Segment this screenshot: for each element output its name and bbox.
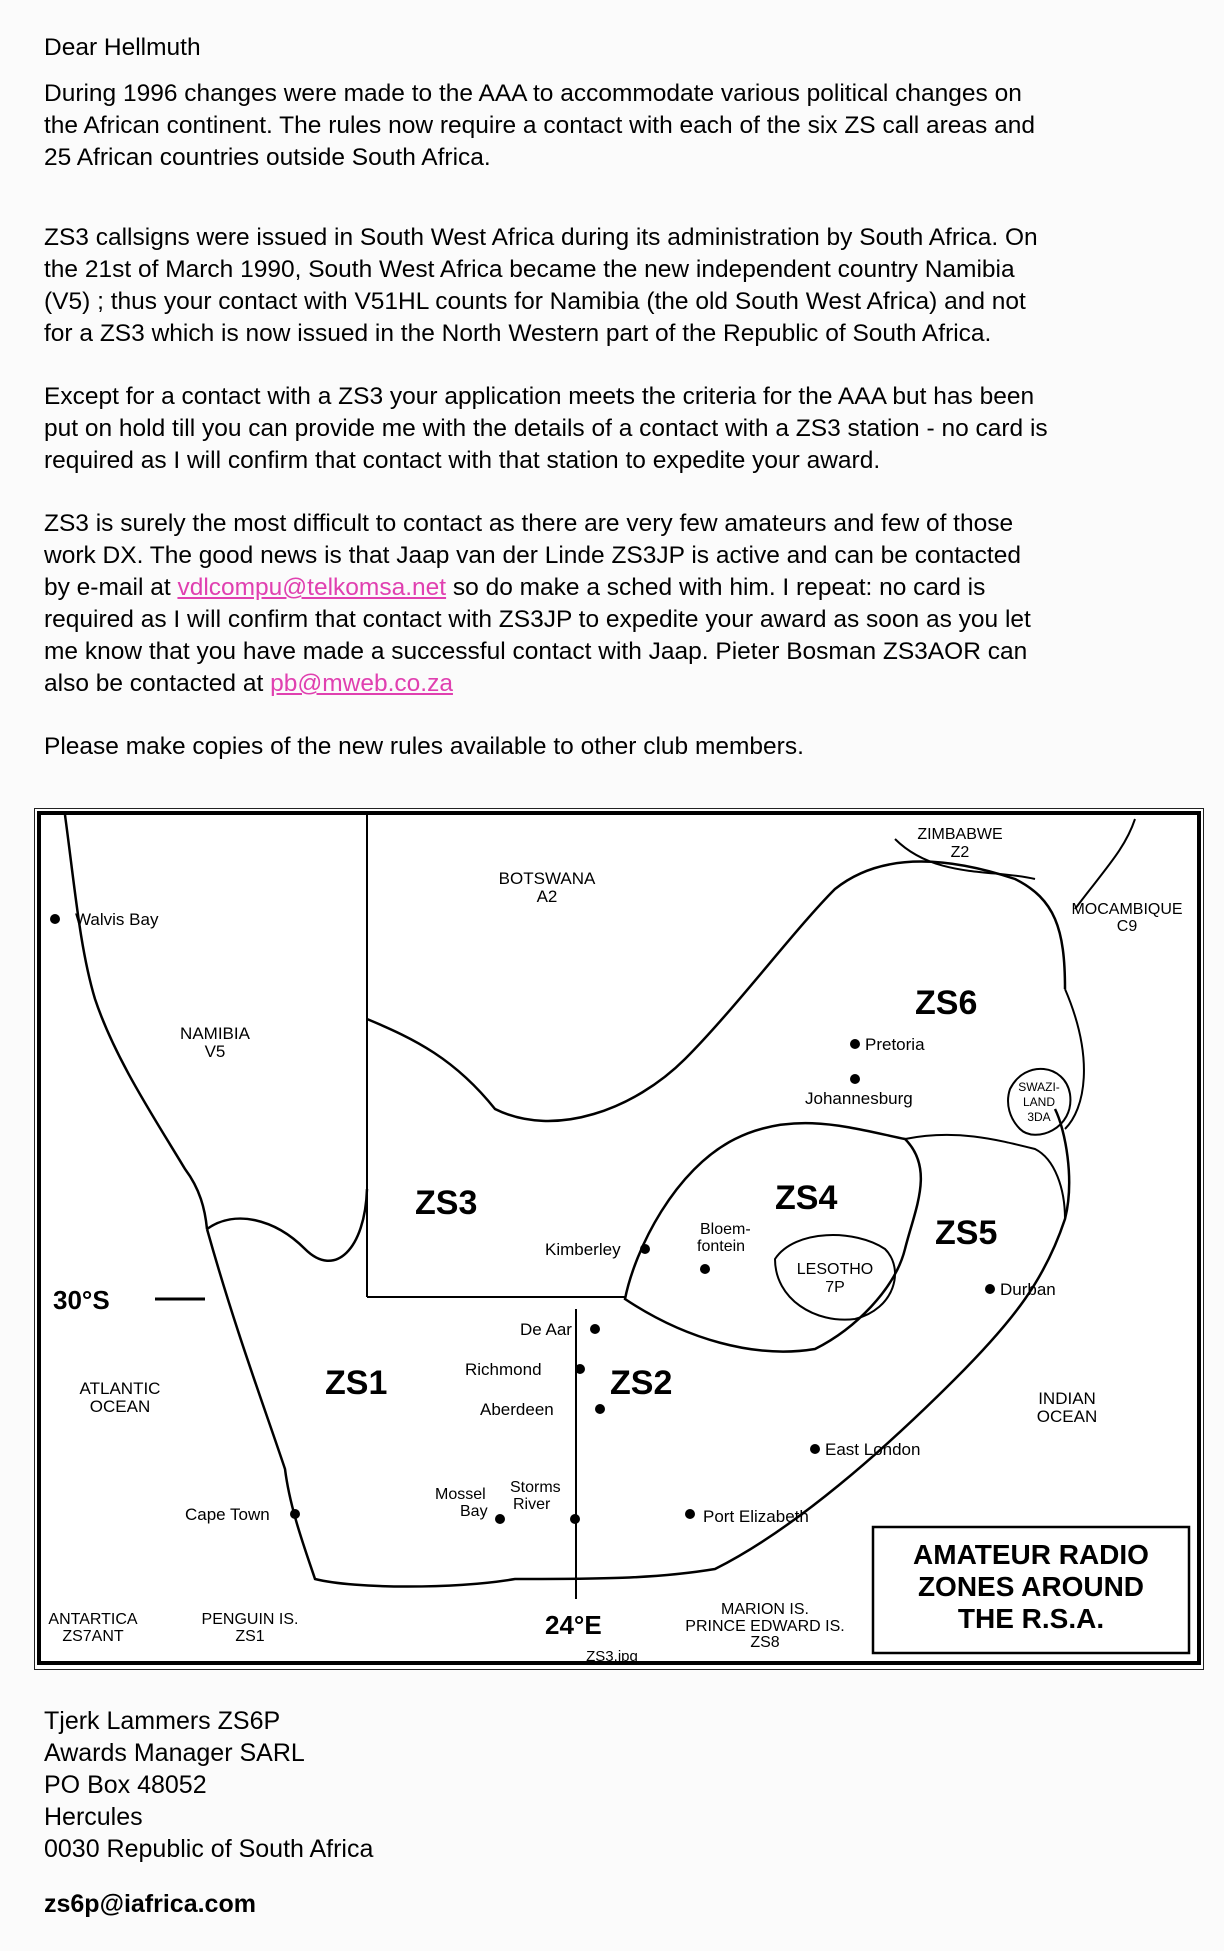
- label-antartica-code: ZS7ANT: [62, 1628, 124, 1645]
- salutation: Dear Hellmuth: [44, 34, 201, 61]
- paragraph-contacts-text-a: ZS3 is surely the most difficult to contact as there are very few amateurs and few of those work DX. The good news is that Jaap van der Linde ZS3JP is active and can be contacted by e-mail at: [44, 510, 1021, 601]
- map-figure: [34, 808, 1204, 1670]
- country-botswana-code: A2: [536, 887, 558, 906]
- signature-country: 0030 Republic of South Africa: [44, 1835, 374, 1863]
- city-de-aar: De Aar: [520, 1320, 572, 1339]
- signature-city: Hercules: [44, 1803, 143, 1831]
- city-cape-town: Cape Town: [185, 1505, 270, 1524]
- ocean-atlantic-2: OCEAN: [89, 1397, 151, 1416]
- zone-label-zs6: ZS6: [915, 984, 978, 1022]
- map-caption: ZS3.jpg: [586, 1648, 638, 1665]
- map-title-line-3: THE R.S.A.: [957, 1603, 1105, 1634]
- paragraph-copies: Please make copies of the new rules available to other club members.: [44, 733, 804, 760]
- city-pretoria: Pretoria: [865, 1035, 925, 1054]
- country-mocambique-code: C9: [1116, 918, 1138, 935]
- signature-pobox: PO Box 48052: [44, 1771, 207, 1799]
- zone-label-zs4: ZS4: [775, 1179, 838, 1217]
- country-lesotho: LESOTHO: [796, 1261, 874, 1278]
- map-title-line-1: AMATEUR RADIO: [913, 1539, 1149, 1570]
- latitude-label: 30°S: [53, 1285, 110, 1315]
- ocean-indian: INDIAN: [1038, 1389, 1096, 1408]
- signature-name: Tjerk Lammers ZS6P: [44, 1707, 281, 1735]
- city-durban: Durban: [1000, 1280, 1056, 1299]
- country-namibia: NAMIBIA: [180, 1024, 250, 1043]
- label-prince-edward: PRINCE EDWARD IS.: [685, 1618, 845, 1635]
- email-link-vdlcompu[interactable]: vdlcompu@telkomsa.net: [177, 574, 447, 601]
- signature-title: Awards Manager SARL: [44, 1739, 305, 1767]
- country-swaziland-code: 3DA: [1027, 1110, 1051, 1124]
- city-storms-river: Storms: [510, 1479, 561, 1496]
- paragraph-zs3-history: ZS3 callsigns were issued in South West Africa during its administration by South Africa. On the 21st of March 1990, South West Africa became the new independent country Namibia (V5) ; thus your contact with V51HL counts for Namibia (the old South West Africa) and not for a ZS3 which is now issued in the North Western part of the Republic of South Africa.: [44, 224, 1038, 347]
- city-kimberley: Kimberley: [545, 1240, 621, 1259]
- country-swaziland-land: LAND: [1022, 1095, 1056, 1109]
- zone-label-zs5: ZS5: [935, 1214, 998, 1252]
- country-mocambique: MOCAMBIQUE: [1071, 901, 1183, 918]
- label-penguin: PENGUIN IS.: [201, 1611, 299, 1628]
- country-botswana: BOTSWANA: [498, 869, 596, 888]
- label-marion-code: ZS8: [750, 1634, 780, 1651]
- zones-map: [35, 809, 1203, 1669]
- city-east-london: East London: [825, 1440, 921, 1459]
- ocean-atlantic: ATLANTIC: [79, 1379, 161, 1398]
- longitude-label: 24°E: [545, 1610, 602, 1640]
- city-richmond: Richmond: [465, 1360, 542, 1379]
- zone-label-zs1: ZS1: [325, 1364, 388, 1402]
- label-marion: MARION IS.: [720, 1601, 810, 1618]
- email-link-pb[interactable]: pb@mweb.co.za: [270, 670, 453, 697]
- label-penguin-code: ZS1: [235, 1628, 265, 1645]
- city-bloemfontein-2: fontein: [697, 1238, 746, 1255]
- country-lesotho-code: 7P: [825, 1279, 845, 1296]
- map-title-line-2: ZONES AROUND: [917, 1571, 1145, 1602]
- zone-label-zs2: ZS2: [610, 1364, 673, 1402]
- city-bloemfontein: Bloem-: [700, 1221, 751, 1238]
- ocean-indian-2: OCEAN: [1036, 1407, 1098, 1426]
- city-johannesburg: Johannesburg: [805, 1089, 913, 1108]
- label-antartica: ANTARTICA: [48, 1611, 138, 1628]
- city-port-elizabeth: Port Elizabeth: [703, 1507, 809, 1526]
- country-zimbabwe-code: Z2: [950, 844, 970, 861]
- country-zimbabwe: ZIMBABWE: [917, 826, 1003, 843]
- city-aberdeen: Aberdeen: [480, 1400, 554, 1419]
- city-mossel-bay-2: Bay: [460, 1503, 488, 1520]
- country-swaziland: SWAZI-: [1018, 1080, 1060, 1094]
- paragraph-contacts: [44, 508, 1194, 700]
- paragraph-rules-change: During 1996 changes were made to the AAA to accommodate various political changes on the African continent. The rules now require a contact with each of the six ZS call areas and 25 African countries outside South Africa.: [44, 80, 1035, 171]
- signature-email[interactable]: zs6p@iafrica.com: [44, 1890, 256, 1918]
- city-storms-river-2: River: [513, 1496, 551, 1513]
- country-namibia-code: V5: [204, 1042, 226, 1061]
- paragraph-contacts-text-b: so do make a sched with him. I repeat: no card is required as I will confirm that contact with ZS3JP to expedite your award as soon as you let me know that you have made a successful contact with Jaap. Pieter Bosman ZS3AOR can also be contacted at: [44, 574, 1031, 697]
- city-walvis-bay: Walvis Bay: [75, 910, 159, 929]
- paragraph-application-status: Except for a contact with a ZS3 your application meets the criteria for the AAA but has been put on hold till you can provide me with the details of a contact with a ZS3 station - no card is required as I will confirm that contact with that station to expedite your award.: [44, 383, 1048, 474]
- zone-label-zs3: ZS3: [415, 1184, 478, 1222]
- signature-block: [44, 1705, 373, 1865]
- city-mossel-bay: Mossel: [435, 1486, 486, 1503]
